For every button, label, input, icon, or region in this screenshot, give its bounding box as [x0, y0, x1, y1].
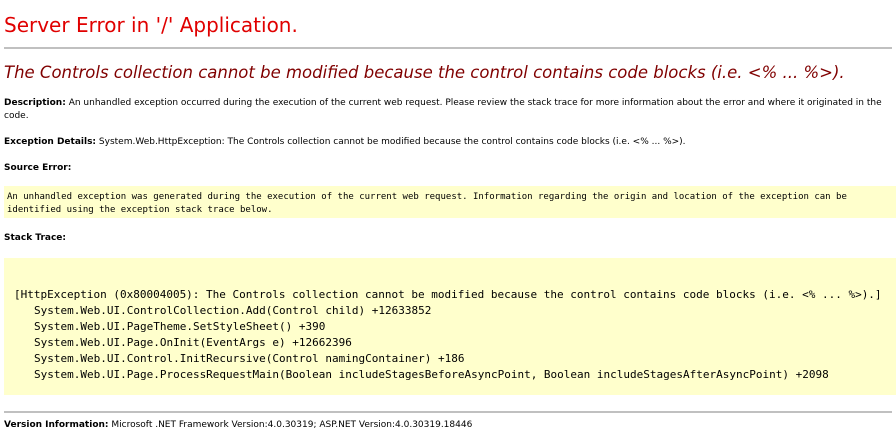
error-message: The Controls collection cannot be modified because the control contains code blocks (i.e. <% ... %>).	[4, 63, 845, 82]
stack-trace-line: System.Web.UI.Page.ProcessRequestMain(Boolean includeStagesBeforeAsyncPoint, Boolean includeStagesAfterAsyncPoint) +2098	[34, 368, 829, 381]
stack-trace-box	[4, 258, 896, 395]
stack-trace-line: [HttpException (0x80004005): The Controls collection cannot be modified because the control contains code blocks (i.e. <% ... %>).]	[14, 288, 882, 301]
stack-trace-label: Stack Trace:	[4, 233, 67, 243]
exception-details-section	[4, 136, 888, 149]
source-error-box	[4, 186, 896, 218]
exception-details-text: System.Web.HttpException: The Controls collection cannot be modified because the control contains code blocks (i.e. <% ... %>).	[98, 137, 686, 147]
source-error-text: An unhandled exception was generated during the execution of the current web request. Information regarding the origin and location of the exception can be identified using the exception stack trace below.	[7, 192, 853, 215]
stack-trace-line: System.Web.UI.Page.OnInit(EventArgs e) +12662396	[34, 336, 352, 349]
version-information	[4, 419, 888, 432]
version-label: Version Information:	[4, 420, 109, 430]
stack-trace-heading	[4, 232, 888, 245]
stack-trace-text	[14, 287, 882, 383]
footer-divider	[4, 411, 892, 413]
page-title: Server Error in '/' Application.	[4, 13, 298, 37]
source-error-heading	[4, 162, 888, 175]
stack-trace-line: System.Web.UI.Control.InitRecursive(Control namingContainer) +186	[34, 352, 465, 365]
stack-trace-line: System.Web.UI.PageTheme.SetStyleSheet() +390	[34, 320, 326, 333]
title-divider	[4, 47, 892, 49]
description-section	[4, 97, 888, 123]
stack-trace-line: System.Web.UI.ControlCollection.Add(Control child) +12633852	[34, 304, 432, 317]
description-text: An unhandled exception occurred during the execution of the current web request. Please review the stack trace for more information about the error and where it originated in the code.	[4, 98, 882, 121]
version-text: Microsoft .NET Framework Version:4.0.30319; ASP.NET Version:4.0.30319.18446	[111, 420, 473, 430]
description-label: Description:	[4, 98, 66, 108]
source-error-label: Source Error:	[4, 163, 72, 173]
exception-details-label: Exception Details:	[4, 137, 97, 147]
